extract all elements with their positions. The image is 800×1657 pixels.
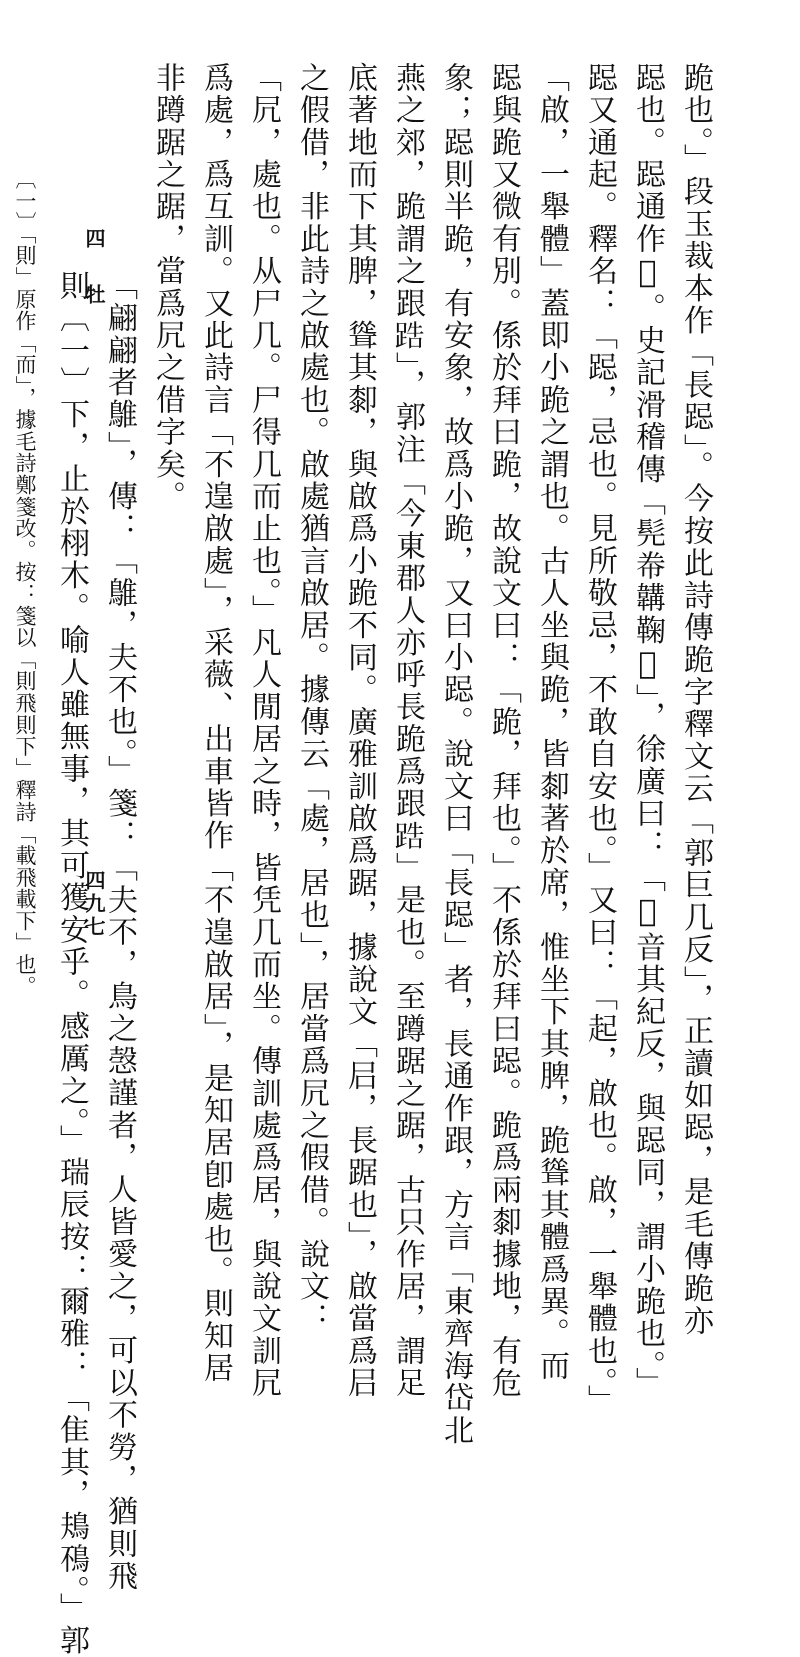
text-column-5: 跽與跪又微有別。係於拜曰跪，故說文曰：「跪，拜也。」不係於拜曰跽。跪爲兩厀據地，有危 — [486, 62, 521, 1400]
text-column-12: 非蹲踞之踞，當爲凥之借字矣。 — [150, 62, 185, 513]
page-number: 四九七 — [82, 870, 106, 939]
text-column-8: 底著地而下其脾，聳其厀，與啟爲小跪不同。廣雅訓啟爲踞，據說文「𡰪，長踞也」，啟當爲𡰪 — [342, 62, 377, 1400]
text-column-11: 爲處，爲互訓。又此詩言「不遑啟處」，采薇、出車皆作「不遑啟居」，是知居卽處也。則知居 — [198, 62, 233, 1385]
running-header-title: 四 牡 — [82, 228, 106, 310]
text-column-2: 跽也。跽通作𨇾。史記滑稽傳「髡帣韝鞠𨇾」，徐廣曰：「𨇾音其紀反，與跽同，謂小跪也。」 — [630, 62, 665, 1400]
text-column-14: 則〔一〕下，止於栩木。喻人雖無事，其可獲安乎。感厲之。」瑞辰按：爾雅：「隹其，鳺鴀。」郭 — [54, 270, 89, 1657]
text-column-6: 象；跽則半跪，有安象，故爲小跪，又曰小跽。說文曰「長跽」者，長通作跟，方言「東齊海岱北 — [438, 62, 473, 1447]
text-column-9: 之假借，非此詩之啟處也。啟處猶言啟居。據傳云「處，居也」，居當爲凥之假借。說文： — [294, 62, 329, 1335]
text-column-3: 跽又通起。釋名：「跽，忌也。見所敬忌，不敢自安也。」又曰：「起，啟也。啟，一舉體也。」 — [582, 62, 617, 1417]
text-column-1: 跪也。」段玉裁本作「長跽」。今按此詩傳跪字釋文云「郭巨几反」，正讀如跽，是毛傳跪亦 — [678, 62, 713, 1338]
text-column-7: 燕之郊，跪謂之跟𨁒」，郭注「今東郡人亦呼長跪爲跟𨁒」是也。至蹲踞之踞，古只作居，謂足 — [390, 62, 425, 1400]
text-column-4: 「啟，一舉體」蓋即小跪之謂也。古人坐與跪，皆厀著於席，惟坐下其脾，跪聳其體爲異。而 — [534, 62, 569, 1383]
text-column-10: 「凥，處也。从尸几。尸得几而止也。」凡人閒居之時，皆凭几而坐。傳訓處爲居，與說文訓凥 — [246, 62, 281, 1400]
text-column-13: 「翩翩者鵻」，傳：「鵻，夫不也。」箋：「夫不，鳥之愨謹者，人皆愛之，可以不勞，猶則飛 — [102, 270, 137, 1593]
footnote: 〔一〕「則」原作「而」，據毛詩鄭箋改。按：箋以「則飛則下」釋詩「載飛載下」也。 — [13, 168, 37, 998]
